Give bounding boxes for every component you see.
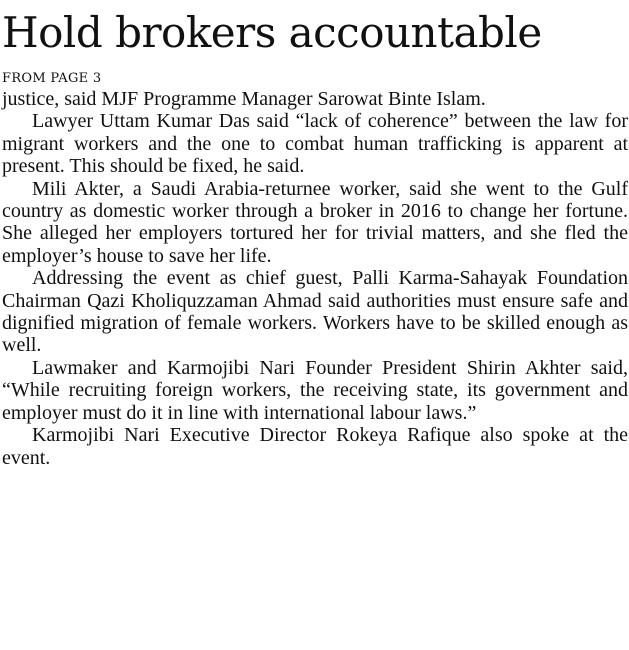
- paragraph: Lawyer Uttam Kumar Das said “lack of coherence” between the law for migrant workers and the one to combat human trafficking is apparent at present. This should be fixed, he said.: [2, 110, 628, 178]
- paragraph: Karmojibi Nari Executive Director Rokeya Rafique also spoke at the event.: [2, 424, 628, 469]
- news-article: [2, 6, 628, 469]
- paragraph: Lawmaker and Karmojibi Nari Founder President Shirin Akhter said, “While recruiting foreign workers, the receiving state, its government and employer must do it in line with international labour laws.”: [2, 356, 628, 424]
- article-body: [2, 88, 628, 469]
- headline: Hold brokers accountable: [2, 8, 542, 57]
- paragraph-continued: justice, said MJF Programme Manager Sarowat Binte Islam.: [2, 88, 486, 110]
- paragraph: Addressing the event as chief guest, Palli Karma-Sahayak Foundation Chairman Qazi Kholiquzzaman Ahmad said authorities must ensure safe and dignified migration of female workers. Workers have to be skilled enough as well.: [2, 267, 628, 357]
- jumpline: FROM PAGE 3: [2, 71, 102, 86]
- paragraph: Mili Akter, a Saudi Arabia-returnee worker, said she went to the Gulf country as domestic worker through a broker in 2016 to change her fortune. She alleged her employers tortured her for trivial matters, and she fled the employer’s house to save her life.: [2, 177, 628, 267]
